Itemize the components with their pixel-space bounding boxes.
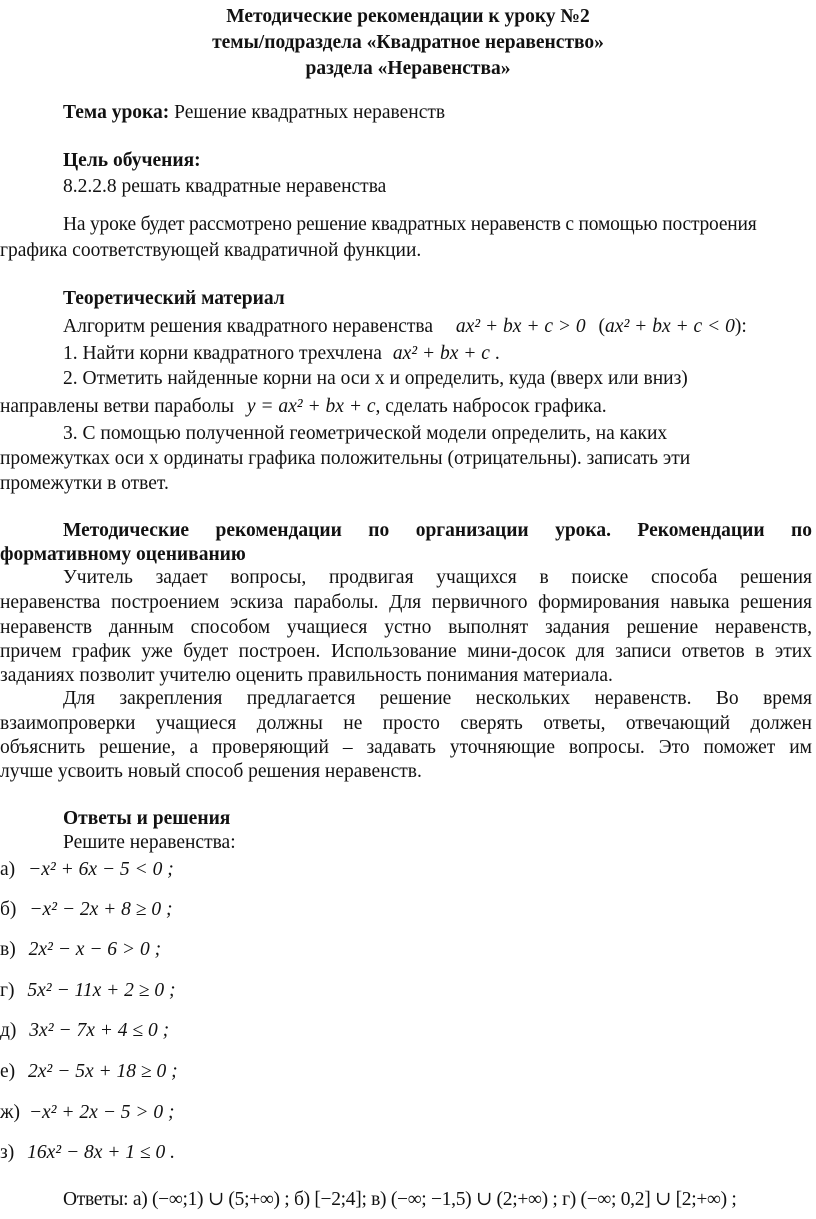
methodology-p1-line-5: заданиях позволит учителю оценить правильность понимания материала. [0,665,613,686]
methodology-p1-line-2: неравенства построением эскиза параболы. Для первичного формирования навыка решения [0,592,812,613]
step-1-line [63,341,500,367]
task-a [0,857,174,883]
answers-heading: Ответы и решения [63,808,231,829]
task-expression: 16x² − 8x + 1 ≤ 0 . [27,1142,176,1163]
goal-value: 8.2.2.8 решать квадратные неравенства [63,176,387,197]
methodology-p1-line-4: причем график уже будет построен. Использование мини-досок для записи ответов в этих [0,641,812,662]
answers-final-line: Ответы: а) (−∞;1) ∪ (5;+∞) ; б) [−2;4]; в) (−∞; −1,5) ∪ (2;+∞) ; г) (−∞; 0,2] ∪ [2;+∞) ; [63,1189,737,1210]
task-expression: 2x² − x − 6 > 0 ; [28,939,162,960]
step-2-suffix: , сделать набросок графика. [375,396,607,417]
step-1-expression: ax² + bx + c [392,343,490,364]
parabola-expression: y = ax² + bx + c [246,396,376,417]
task-expression: 3x² − 7x + 4 ≤ 0 ; [29,1020,170,1041]
methodology-p1-line-3: неравенств данным способом учащиеся устно выполнят задания решение неравенств, [0,617,812,638]
methodology-p2-line-3: объяснить решение, а проверяющий – задавать уточняющие вопросы. Это поможет им [0,737,812,758]
task-label: в) [0,939,16,960]
algorithm-text: Алгоритм решения квадратного неравенства [63,316,433,337]
algorithm-line [63,314,747,340]
task-label: б) [0,899,17,920]
doc-title-line-1: Методические рекомендации к уроку №2 [226,6,590,27]
topic-label: Тема урока: [63,102,170,123]
task-expression: 2x² − 5x + 18 ≥ 0 ; [28,1061,178,1082]
step-2-line-2 [0,394,607,420]
methodology-heading-line-2: формативному оцениванию [0,544,246,565]
methodology-p2-line-4: лучше усвоить новый способ решения неравенств. [0,761,422,782]
step-2-line-1: 2. Отметить найденные корни на оси x и определить, куда (вверх или вниз) [63,368,688,389]
task-z [0,1140,175,1166]
task-e [0,1059,178,1085]
task-g [0,978,175,1004]
paren-open: ( [598,316,606,337]
task-expression: −x² + 6x − 5 < 0 ; [28,859,174,880]
task-label: е) [0,1061,16,1082]
methodology-p1-line-1: Учитель задает вопросы, продвигая учащихся в поиске способа решения [63,567,812,588]
methodology-heading-line-1: Методические рекомендации по организации урока. Рекомендации по [63,520,812,541]
step-3-line-1: 3. С помощью полученной геометрической модели определить, на каких [63,423,668,444]
answers-intro: Решите неравенства: [63,832,236,853]
methodology-p2-line-2: взаимопроверки учащиеся должны не просто сверять ответы, отвечающий должен [0,713,812,734]
paren-close: ): [734,316,747,337]
topic-line [63,100,445,126]
goal-label: Цель обучения: [63,150,201,171]
task-label: з) [0,1142,15,1163]
theory-heading: Теоретический материал [63,288,285,309]
task-zh [0,1100,175,1126]
doc-title-line-3: раздела «Неравенства» [305,58,511,79]
step-2-text: направлены ветви параболы [0,396,234,417]
task-label: а) [0,859,16,880]
intro-line-2: графика соответствующей квадратичной функции. [0,240,422,261]
step-3-line-2: промежутках оси x ординаты графика положительны (отрицательны). записать эти [0,448,691,469]
task-v [0,937,161,963]
inequality-greater: ax² + bx + c > 0 [455,316,586,337]
step-3-line-3: промежутки в ответ. [0,473,169,494]
doc-title-line-2: темы/подраздела «Квадратное неравенство» [212,32,604,53]
intro-line-1: На уроке будет рассмотрено решение квадратных неравенств с помощью построения [63,214,757,235]
task-expression: −x² − 2x + 8 ≥ 0 ; [29,899,173,920]
task-label: ж) [0,1102,20,1123]
task-d [0,1018,169,1044]
step-1-text: 1. Найти корни квадратного трехчлена [63,343,382,364]
task-label: г) [0,980,15,1001]
inequality-less: ax² + bx + c < 0 [605,316,735,337]
task-b [0,897,173,923]
task-expression: −x² + 2x − 5 > 0 ; [28,1102,175,1123]
step-1-period: . [489,343,500,364]
task-label: д) [0,1020,17,1041]
topic-value: Решение квадратных неравенств [174,102,446,123]
methodology-p2-line-1: Для закрепления предлагается решение нескольких неравенств. Во время [63,688,812,709]
task-expression: 5x² − 11x + 2 ≥ 0 ; [27,980,176,1001]
